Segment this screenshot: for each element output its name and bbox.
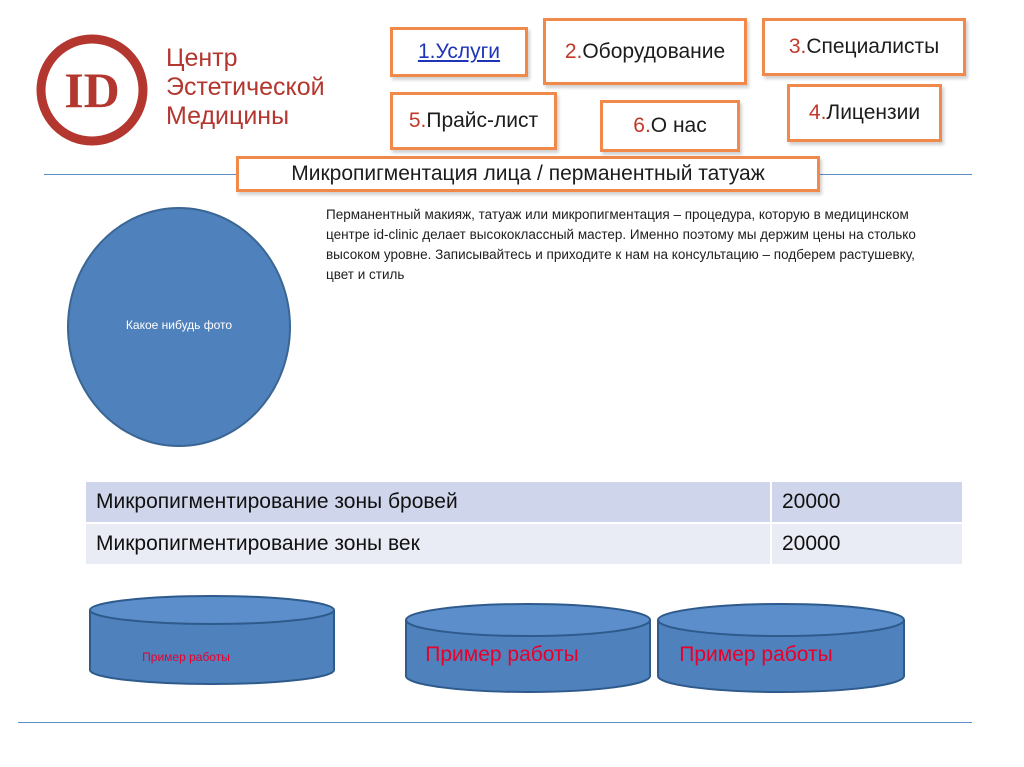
nav-equipment-button[interactable] bbox=[543, 18, 747, 85]
clinic-name-line-2: Эстетической bbox=[166, 73, 325, 101]
clinic-name bbox=[166, 44, 325, 131]
nav-specialists-button[interactable] bbox=[762, 18, 966, 76]
example-work-label: Пример работы bbox=[425, 643, 579, 666]
nav-number: 1. bbox=[417, 40, 436, 63]
clinic-logo[interactable] bbox=[36, 32, 346, 148]
nav-number: 2. bbox=[564, 40, 583, 63]
nav-number: 5. bbox=[408, 109, 427, 132]
price-row bbox=[85, 481, 963, 523]
nav-number: 6. bbox=[633, 114, 651, 137]
logo-mark-text: ID bbox=[64, 62, 120, 118]
nav-price-list-button[interactable] bbox=[390, 92, 557, 150]
nav-number: 4. bbox=[808, 101, 827, 124]
photo-placeholder-label: Какое нибудь фото bbox=[125, 318, 233, 332]
example-work-label: Пример работы bbox=[142, 650, 230, 664]
price-row bbox=[85, 523, 963, 565]
page-title: Микропигментация лица / перманентный татуаж bbox=[236, 156, 820, 192]
id-logo-icon bbox=[36, 34, 148, 146]
example-work-shape-1[interactable] bbox=[88, 594, 336, 686]
footer-divider bbox=[18, 722, 972, 723]
nav-label: Лицензии bbox=[826, 101, 921, 124]
price-table bbox=[84, 480, 964, 566]
nav-label: Услуги bbox=[435, 40, 501, 63]
service-description: Перманентный макияж, татуаж или микропигментация – процедура, которую в медицинском центре id-clinic делает высококлассный мастер. Именно поэтому мы держим цены на столько высоком уровне. Записывайтесь и приходите к нам на консультацию – подберем растушевку, цвет и стиль bbox=[326, 207, 916, 282]
price-row-service: Микропигментирование зоны век bbox=[85, 523, 771, 565]
price-row-amount: 20000 bbox=[771, 523, 963, 565]
example-work-label: Пример работы bbox=[679, 643, 833, 666]
clinic-name-line-3: Медицины bbox=[166, 102, 290, 130]
nav-label: О нас bbox=[650, 114, 707, 137]
nav-about-button[interactable] bbox=[600, 100, 740, 152]
price-row-amount: 20000 bbox=[771, 481, 963, 523]
clinic-name-line-1: Центр bbox=[166, 44, 238, 72]
nav-label: Прайс-лист bbox=[426, 109, 539, 132]
nav-services-link[interactable] bbox=[390, 27, 528, 77]
nav-licenses-button[interactable] bbox=[787, 84, 942, 142]
nav-label: Оборудование bbox=[582, 40, 726, 63]
nav-number: 3. bbox=[788, 35, 807, 58]
nav-label: Специалисты bbox=[806, 35, 940, 58]
price-row-service: Микропигментирование зоны бровей bbox=[85, 481, 771, 523]
